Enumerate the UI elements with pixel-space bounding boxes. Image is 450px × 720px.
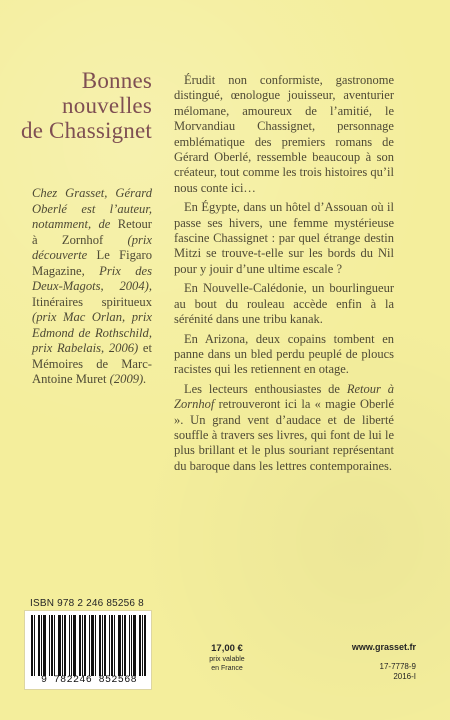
price-note-line-1: prix valable [209,656,245,663]
isbn-label: ISBN 978 2 246 85256 8 [30,598,144,609]
barcode-bar [49,615,50,676]
barcode-bar [99,615,101,676]
author-bibliography [32,186,152,388]
title-line-3: de Chassignet [21,118,152,143]
title-line-2: nouvelles [62,93,152,118]
barcode-bar [73,615,76,676]
barcode-space [87,615,88,676]
price-amount: 17,00 € [211,643,243,654]
barcode-bar [41,615,42,676]
barcode-bar [89,615,90,676]
barcode-bar [62,615,63,676]
barcode-bar [144,615,146,676]
barcode-space [107,615,108,676]
barcode-bar [129,615,130,676]
author-note-part-6: Itinéraires spiritueux [32,294,152,309]
barcode-space [67,615,68,676]
barcode-bar [102,615,103,676]
barcode-bar [91,615,94,676]
description-paragraph-2: En Égypte, dans un hôtel d’Assouan où il passe ses hivers, une femme mystérieuse fascine Chassignet : par quel étrange destin Mitzi se trouve-t-elle sur les bords du Nil pour y jouir d’une ultime escale ? [174,200,394,276]
barcode-space [36,615,37,676]
barcode-bar [114,615,115,676]
barcode-space [137,615,138,676]
barcode-bar [43,615,46,676]
barcode-bar [79,615,81,676]
barcode-space [97,615,98,676]
barcode-bar [71,615,72,676]
barcode [24,610,152,690]
author-note-part-4: Le Figaro Magazine, [32,248,152,278]
description-paragraph-5-start: Les lecteurs enthousiastes de [184,381,340,396]
publisher-code-2: 2016-I [393,672,416,681]
author-note-part-1: Chez Grasset, Gérard Oberlé est l’auteur, notamment, de [32,186,152,231]
barcode-bar [109,615,110,676]
publisher-code-1: 17-7778-9 [379,662,416,671]
barcode-bar [69,615,70,676]
title-line-1: Bonnes [81,68,152,93]
publisher-website: www.grasset.fr [351,642,416,652]
barcode-bar [111,615,113,676]
barcode-bar [54,615,55,676]
barcode-bar [84,615,86,676]
barcode-bar [124,615,126,676]
publisher-info [306,640,416,682]
barcode-bar [31,615,33,676]
description-paragraph-3: En Nouvelle-Calédonie, un bourlingueur au bout du rouleau accède enfin à la sérénité dans une tribu kanak. [174,281,394,327]
description-paragraph-1: Érudit non conformiste, gastronome distingué, œnologue jouisseur, aventurier mélomane, amoureux de l’amitié, le Morvandiau Chassignet, personnage emblématique des premiers romans de Gérard Oberlé, ressemble beaucoup à son créateur, tout comme les trois histoires qu’il nous conte ici… [174,73,394,195]
author-note-part-9: (2009). [109,372,147,386]
barcode-bar [122,615,123,676]
description-paragraph-5-title: Retour à Zornhof [174,381,394,412]
barcode-space [47,615,48,676]
book-title [0,68,152,143]
author-note-part-7: (prix Mac Orlan, prix Edmond de Rothschild, prix Rabelais, 2006) [32,310,152,355]
barcode-bar [34,615,35,676]
author-note-part-5: Prix des Deux-Magots, 2004), [32,263,153,293]
barcode-number: 9 782246 852568 [40,675,137,686]
barcode-space [56,615,57,676]
barcode-bar [38,615,40,676]
price-note-line-2: en France [211,665,243,672]
barcode-bar [118,615,121,676]
barcode-bar [82,615,83,676]
barcode-bar [95,615,96,676]
price-block [191,643,263,673]
barcode-space [116,615,117,676]
description-paragraph-4: En Arizona, deux copains tombent en panne dans un bled perdu peuplé de ploucs racistes qui les retiennent en otage. [174,331,394,377]
barcode-bar [58,615,61,676]
description-paragraph-5-end: retrouveront ici la « magie Oberlé ». Un grand vent d’audace et de liberté souffle à travers ses livres, qui font de lui le plus brillant et le plus souriant représentant du baroque dans les lettres contemporaines. [174,397,394,473]
barcode-bar [104,615,106,676]
book-description [174,73,394,478]
author-note-part-8: et Mémoires de Marc-Antoine Muret [32,341,152,386]
barcode-bars [31,615,147,676]
barcode-space [127,615,128,676]
barcode-bar [139,615,141,676]
author-note-part-2: Retour à Zornhof [32,217,152,247]
author-note-part-3: (prix découverte [32,232,152,262]
barcode-space [77,615,78,676]
barcode-bar [131,615,132,676]
barcode-bar [133,615,136,676]
description-paragraph-5 [174,382,394,474]
barcode-bar [64,615,66,676]
barcode-bar [51,615,53,676]
barcode-bar [142,615,143,676]
